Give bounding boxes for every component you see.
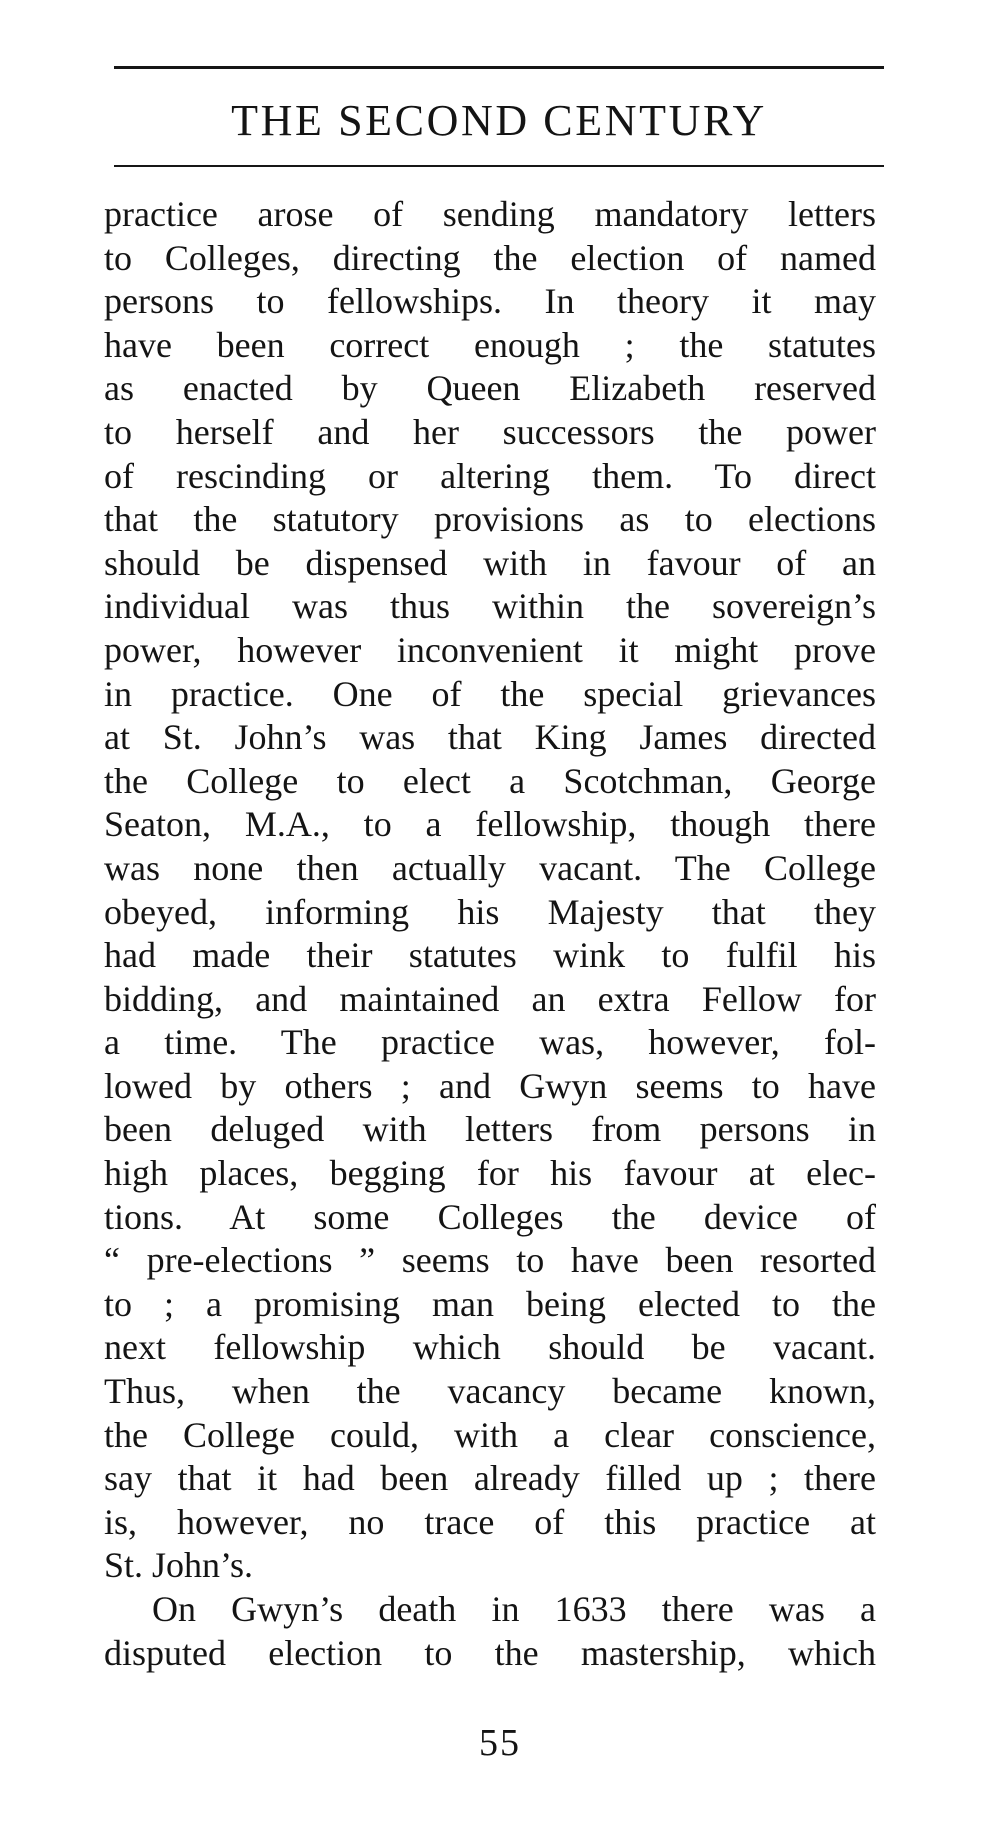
- text-line: to Colleges, directing the election of named: [104, 237, 876, 278]
- text-line: in practice. One of the special grievances: [104, 673, 876, 714]
- text-line: tions. At some Colleges the device of: [104, 1196, 876, 1237]
- text-line: next fellowship which should be vacant.: [104, 1327, 876, 1368]
- text-line: bidding, and maintained an extra Fellow for: [104, 978, 876, 1019]
- page-number: 55: [479, 1722, 521, 1764]
- text-line: as enacted by Queen Elizabeth reserved: [104, 368, 876, 409]
- text-line: “ pre-elections ” seems to have been resorted: [104, 1240, 876, 1281]
- text-line: Seaton, M.A., to a fellowship, though there: [104, 804, 876, 845]
- text-line: say that it had been already filled up ; there: [104, 1458, 876, 1499]
- text-line: Thus, when the vacancy became known,: [104, 1371, 876, 1412]
- text-line: St. John’s.: [104, 1545, 254, 1586]
- running-head: THE SECOND CENTURY: [231, 96, 767, 145]
- text-line: individual was thus within the sovereign’s: [104, 586, 876, 627]
- text-line: that the statutory provisions as to elections: [104, 499, 876, 540]
- text-line: to ; a promising man being elected to the: [104, 1283, 876, 1324]
- text-line: disputed election to the mastership, which: [104, 1632, 876, 1673]
- text-line: lowed by others ; and Gwyn seems to have: [104, 1065, 876, 1106]
- text-line: had made their statutes wink to fulfil his: [104, 935, 876, 976]
- text-line: persons to fellowships. In theory it may: [104, 281, 876, 322]
- header-rule-bottom: [114, 165, 884, 167]
- text-line: was none then actually vacant. The College: [104, 847, 876, 888]
- text-line: been deluged with letters from persons in: [104, 1109, 876, 1150]
- text-line: at St. John’s was that King James directed: [104, 717, 876, 758]
- text-line: On Gwyn’s death in 1633 there was a: [152, 1589, 876, 1629]
- text-line: should be dispensed with in favour of an: [104, 542, 876, 583]
- text-line: to herself and her successors the power: [104, 411, 876, 452]
- text-line: power, however inconvenient it might prove: [104, 629, 876, 670]
- text-line: have been correct enough ; the statutes: [104, 324, 876, 365]
- text-line: a time. The practice was, however, fol-: [104, 1022, 876, 1063]
- text-line: obeyed, informing his Majesty that they: [104, 891, 876, 932]
- text-line: of rescinding or altering them. To direct: [104, 455, 876, 496]
- body-text: [104, 193, 876, 1675]
- text-line: practice arose of sending mandatory letters: [104, 194, 876, 234]
- header-rule-top: [114, 66, 884, 69]
- text-line: the College could, with a clear conscience,: [104, 1414, 876, 1455]
- text-line: is, however, no trace of this practice at: [104, 1501, 876, 1542]
- text-line: the College to elect a Scotchman, George: [104, 760, 876, 801]
- text-line: high places, begging for his favour at elec-: [104, 1153, 876, 1194]
